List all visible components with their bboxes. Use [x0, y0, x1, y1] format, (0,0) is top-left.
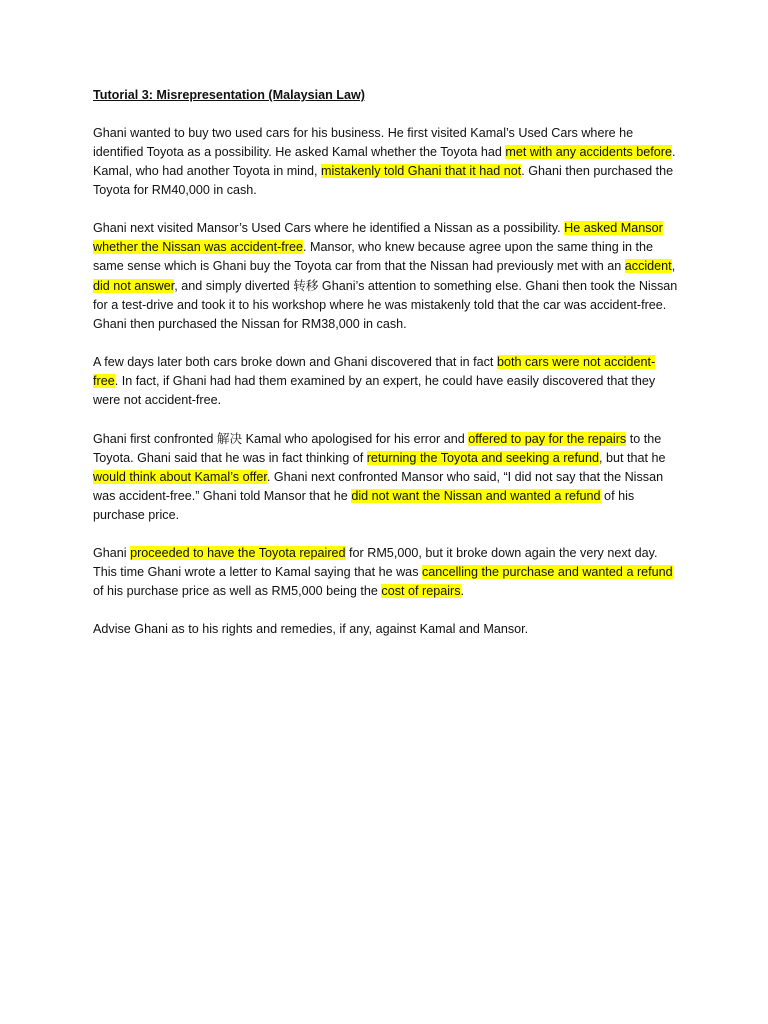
body-text: . Ghani next confronted Mansor who said, “I did not say that the Nissan was accident-free.” Ghani told Mansor that he: [93, 470, 664, 503]
body-text: to the Toyota. Ghani said that he was in fact thinking of: [93, 432, 662, 465]
paragraph: [93, 620, 678, 639]
document-title: Tutorial 3: Misrepresentation (Malaysian Law): [93, 88, 365, 102]
body-text: Ghani: [93, 546, 131, 560]
annotation-text: 解决: [216, 431, 243, 446]
body-text: . Kamal, who had another Toyota in mind,: [93, 145, 676, 178]
highlighted-text: returning the Toyota and seeking a refund: [366, 451, 599, 465]
highlighted-text: offered to pay for the repairs: [468, 432, 627, 446]
body-text: . Mansor, who knew because agree upon the same thing in the same sense which is Ghani buy the Toyota car from that the Nissan had previously met with an: [93, 240, 654, 273]
annotation-text: 转移: [293, 278, 319, 293]
body-text: Ghani wanted to buy two used cars for his business. He first visited Kamal’s Used Cars where he identified Toyota as a possibility. He asked Kamal whether the Toyota had: [93, 126, 634, 159]
body-text: A few days later both cars broke down and Ghani discovered that in fact: [93, 355, 497, 369]
document-page: [93, 86, 678, 658]
body-text: Ghani next visited Mansor’s Used Cars where he identified a Nissan as a possibility.: [93, 221, 565, 235]
highlighted-text: accident: [624, 259, 672, 273]
body-text: , and simply diverted: [174, 279, 294, 293]
body-text: for RM5,000, but it broke down again the very next day. This time Ghani wrote a letter to Kamal saying that he was: [93, 546, 658, 579]
body-text: Ghani’s attention to something else. Ghani then took the Nissan for a test-drive and took it to his workshop where he was mistakenly told that the car was accident-free. Ghani then purchased the Nissan for RM38,000 in cash.: [93, 279, 678, 331]
document-body: [93, 124, 678, 639]
paragraph: [93, 544, 678, 601]
highlighted-text: cancelling the purchase and wanted a refund: [422, 565, 673, 579]
highlighted-text: cost of repairs: [381, 584, 461, 598]
paragraph: [93, 353, 678, 410]
body-text: ,: [671, 259, 676, 273]
highlighted-text: both cars were not accident-free: [93, 355, 656, 388]
highlighted-text: He asked Mansor whether the Nissan was accident-free: [93, 221, 663, 254]
body-text: of his purchase price as well as RM5,000 being the: [93, 584, 382, 598]
paragraph: [93, 219, 678, 334]
body-text: .: [460, 584, 465, 598]
body-text: of his purchase price.: [93, 489, 635, 522]
body-text: , but that he: [598, 451, 666, 465]
paragraph: [93, 429, 678, 525]
body-text: Advise Ghani as to his rights and remedies, if any, against Kamal and Mansor.: [93, 622, 529, 636]
body-text: Kamal who apologised for his error and: [242, 432, 469, 446]
highlighted-text: did not want the Nissan and wanted a refund: [351, 489, 601, 503]
body-text: . Ghani then purchased the Toyota for RM40,000 in cash.: [93, 164, 674, 197]
highlighted-text: did not answer: [93, 279, 175, 293]
highlighted-text: mistakenly told Ghani that it had not: [321, 164, 522, 178]
body-text: . In fact, if Ghani had had them examined by an expert, he could have easily discovered that they were not accident-free.: [93, 374, 656, 407]
highlighted-text: would think about Kamal’s offer: [93, 470, 267, 484]
highlighted-text: met with any accidents before: [505, 145, 672, 159]
body-text: Ghani first confronted: [93, 432, 217, 446]
paragraph: [93, 124, 678, 200]
highlighted-text: proceeded to have the Toyota repaired: [130, 546, 346, 560]
